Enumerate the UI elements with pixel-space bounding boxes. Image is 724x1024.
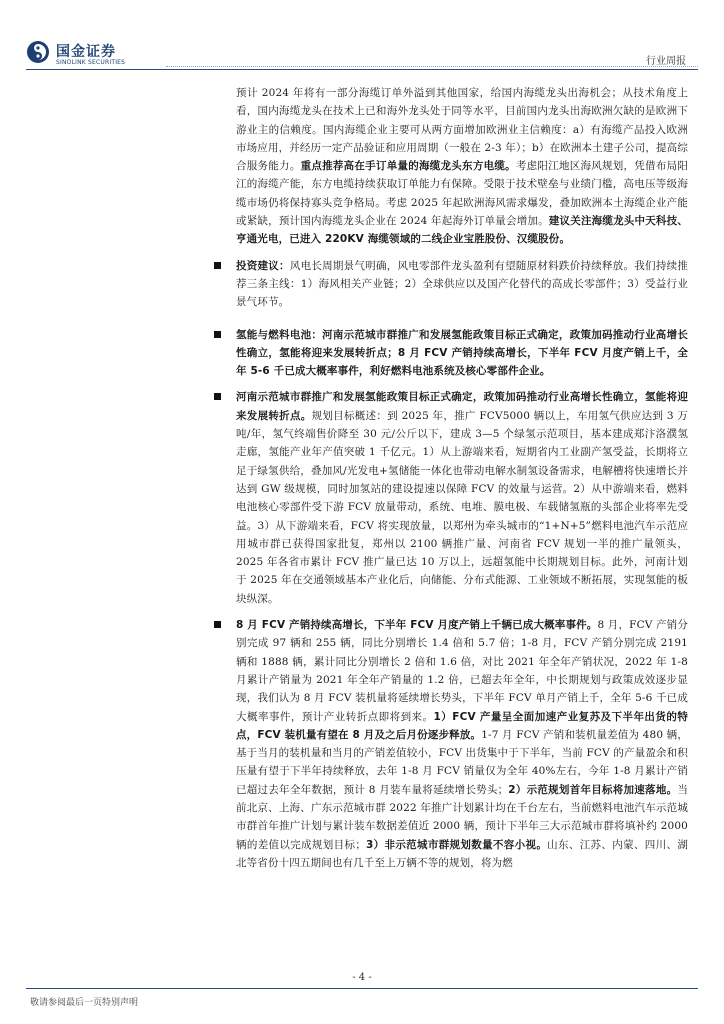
bullet-paragraph (210, 616, 688, 872)
bullet-paragraph (210, 326, 688, 381)
bold-text-run: 2）示范规划首年目标将加速落地。 (508, 783, 678, 796)
text-run: 8 月，FCV 产销分别完成 97 辆和 255 辆，同比分别增长 1.4 倍和 5.7 倍；1-8 月，FCV 产销分别完成 2191 辆和 1888 辆，累计同比分别增长 2 倍和 1.6 倍，对比 2021 年全年产销状况，2022 年 1-8 月累计产销量为 2021 年全年产销量的 1.2 倍，已超去年全年，中长期规划与政策成效逐步显现，我们认为 8 月 FCV 装机量将延续增长势头，下半年 FCV 单月产销上千，全年 5-6 千已成大概率事件，预计产业转折点即将到来。 (236, 619, 688, 723)
bullet-paragraph (210, 257, 688, 312)
bold-text-run: 建议关注海缆龙头中天科技、亨通光电，已进入 220KV 海缆领域的二线企业宝胜股份、汉缆股份。 (236, 215, 688, 246)
sinolink-logo-icon (26, 40, 50, 64)
footer-rule (26, 988, 698, 989)
bullet-square-icon (214, 393, 221, 400)
header-rule (26, 69, 698, 70)
text-run: 规划目标概述：到 2025 年，推广 FCV5000 辆以上，车用氢气供应达到 3 万吨/年，氢气终端售价降至 30 元/公斤以下，建成 3—5 个绿氢示范项目，基本建成郑汴洛濮氢走廊，氢能产业年产值突破 1 千亿元。1）从上游端来看，短期省内工业副产氢受益，长期将立足于绿氢供给，叠加风/光发电+氢储能一体化也带动电解水制氢设备需求，电解槽将快速增长并达到 GW 级规模，同时加氢站的建设提速以保障 FCV 的效量与运营。2）从中游端来看，燃料电池核心零部件受下游 FCV 放量带动，系统、电堆、膜电极、车载储氢瓶的头部企业将率先受益。3）从下游端来看，FCV 将实现放量，以郑州为牵头城市的“1+N+5”燃料电池汽车示范应用城市群已获得国家批复，郑州以 2100 辆推广量、河南省 FCV 规划一半的推广量领头，2025 年各省市累计 FCV 推广量已达 10 万以上，远超氢能中长期规划目标。此外，河南计划于 2025 年在交通领域基本产业化后，向储能、分布式能源、工业领域不断拓展，实现氢能的板块纵深。 (236, 409, 688, 605)
bullet-square-icon (214, 262, 221, 269)
text-run: 风电长周期景气明确，风电零部件龙头盈利有望随原材料跌价持续释放。我们持续推荐三条主线：1）海风相关产业链；2）全球供应以及国产化替代的高成长零部件；3）受益行业景气环节。 (236, 259, 688, 309)
bold-text-run: 氢能与燃料电池：河南示范城市群推广和发展氢能政策目标正式确定，政策加码推动行业高增长性确立，氢能将迎来发展转折点；8 月 FCV 产销持续高增长，下半年 FCV 月度产销上千，全年 5-6 千已成大概率事件，利好燃料电池系统及核心零部件企业。 (236, 328, 688, 378)
text-run: 1-7 月 FCV 产销和装机量差值为 480 辆，基于当月的装机量和当月的产销差值较小，FCV 出货集中于下半年，当前 FCV 的产量盈余和积压量有望于下半年持续释放，去年 1-8 月 FCV 销量仅为全年 40%左右，今年 1-8 月累计产销已超过去年全年数据，预计 8 月装车量将延续增长势头； (236, 728, 688, 796)
disclaimer-note: 敬请参阅最后一页特别声明 (30, 998, 139, 1008)
company-name-en: SINOLINK SECURITIES (56, 59, 126, 66)
body-paragraph (236, 84, 688, 249)
company-name-cn: 国金证券 (56, 44, 116, 60)
bold-text-run: 河南示范城市群推广和发展氢能政策目标正式确定，政策加码推动行业高增长性确立，氢能将迎来发展转折点。 (236, 391, 688, 422)
page-number: - 4 - (352, 972, 372, 983)
bold-text-run: 重点推荐高在手订单量的海缆龙头东方电缆。 (300, 160, 516, 173)
bold-text-run: 1）FCV 产量呈全面加速产业复苏及下半年出货的特点，FCV 装机量有望在 8 月及之后月份逐步释放。 (236, 710, 689, 741)
page-header (0, 0, 724, 72)
report-type-label: 行业周报 (646, 56, 686, 67)
company-logo (26, 38, 166, 70)
report-body (236, 84, 688, 872)
text-run: 当前北京、上海、广东示范城市群 2022 年推广计划累计均在千台左右，当前燃料电池汽车示范城市群首年推广计划与累计装车数据差值近 2000 辆，预计下半年三大示范城市群将填补约 2000 辆的差值以完成规划目标； (236, 783, 688, 851)
bullet-square-icon (214, 621, 221, 628)
bullet-square-icon (214, 331, 221, 338)
text-run: 预计 2024 年将有一部分海缆订单外溢到其他国家，给国内海缆龙头出海机会；从技术角度上看，国内海缆龙头在技术上已和海外龙头处于同等水平，目前国内龙头出海欧洲欠缺的是欧洲下游业主的信赖度。国内海缆企业主要可从两方面增加欧洲业主信赖度：a）有海缆产品投入欧洲市场应用，并经历一定产品验证和应用周期（一般在 2-3 年）；b）在欧洲本土建子公司，提高综合服务能力。 (236, 87, 688, 173)
bold-text-run: 3）非示范城市群规划数量不容小视。 (365, 838, 548, 851)
bold-text-run: 8 月 FCV 产销持续高增长，下半年 FCV 月度产销上千辆已成大概率事件。 (236, 619, 598, 632)
text-run: 山东、江苏、内蒙、四川、湖北等省份十四五期间也有几千至上万辆不等的规划，将为燃 (236, 838, 688, 869)
bold-text-run: 投资建议： (236, 259, 290, 272)
bullet-paragraph (210, 388, 688, 608)
text-run: 考虑阳江地区海风规划，凭借布局阳江的海缆产能，东方电缆持续获取订单能力有保障。受限于技术壁垒与业绩门槛，高电压等级海缆市场仍将保持寡头竞争格局。考虑 2025 年起欧洲海风需求爆发，叠加欧洲本土海缆企业产能或紧缺，预计国内海缆龙头企业在 2024 年起海外订单量会增加。 (236, 160, 689, 228)
